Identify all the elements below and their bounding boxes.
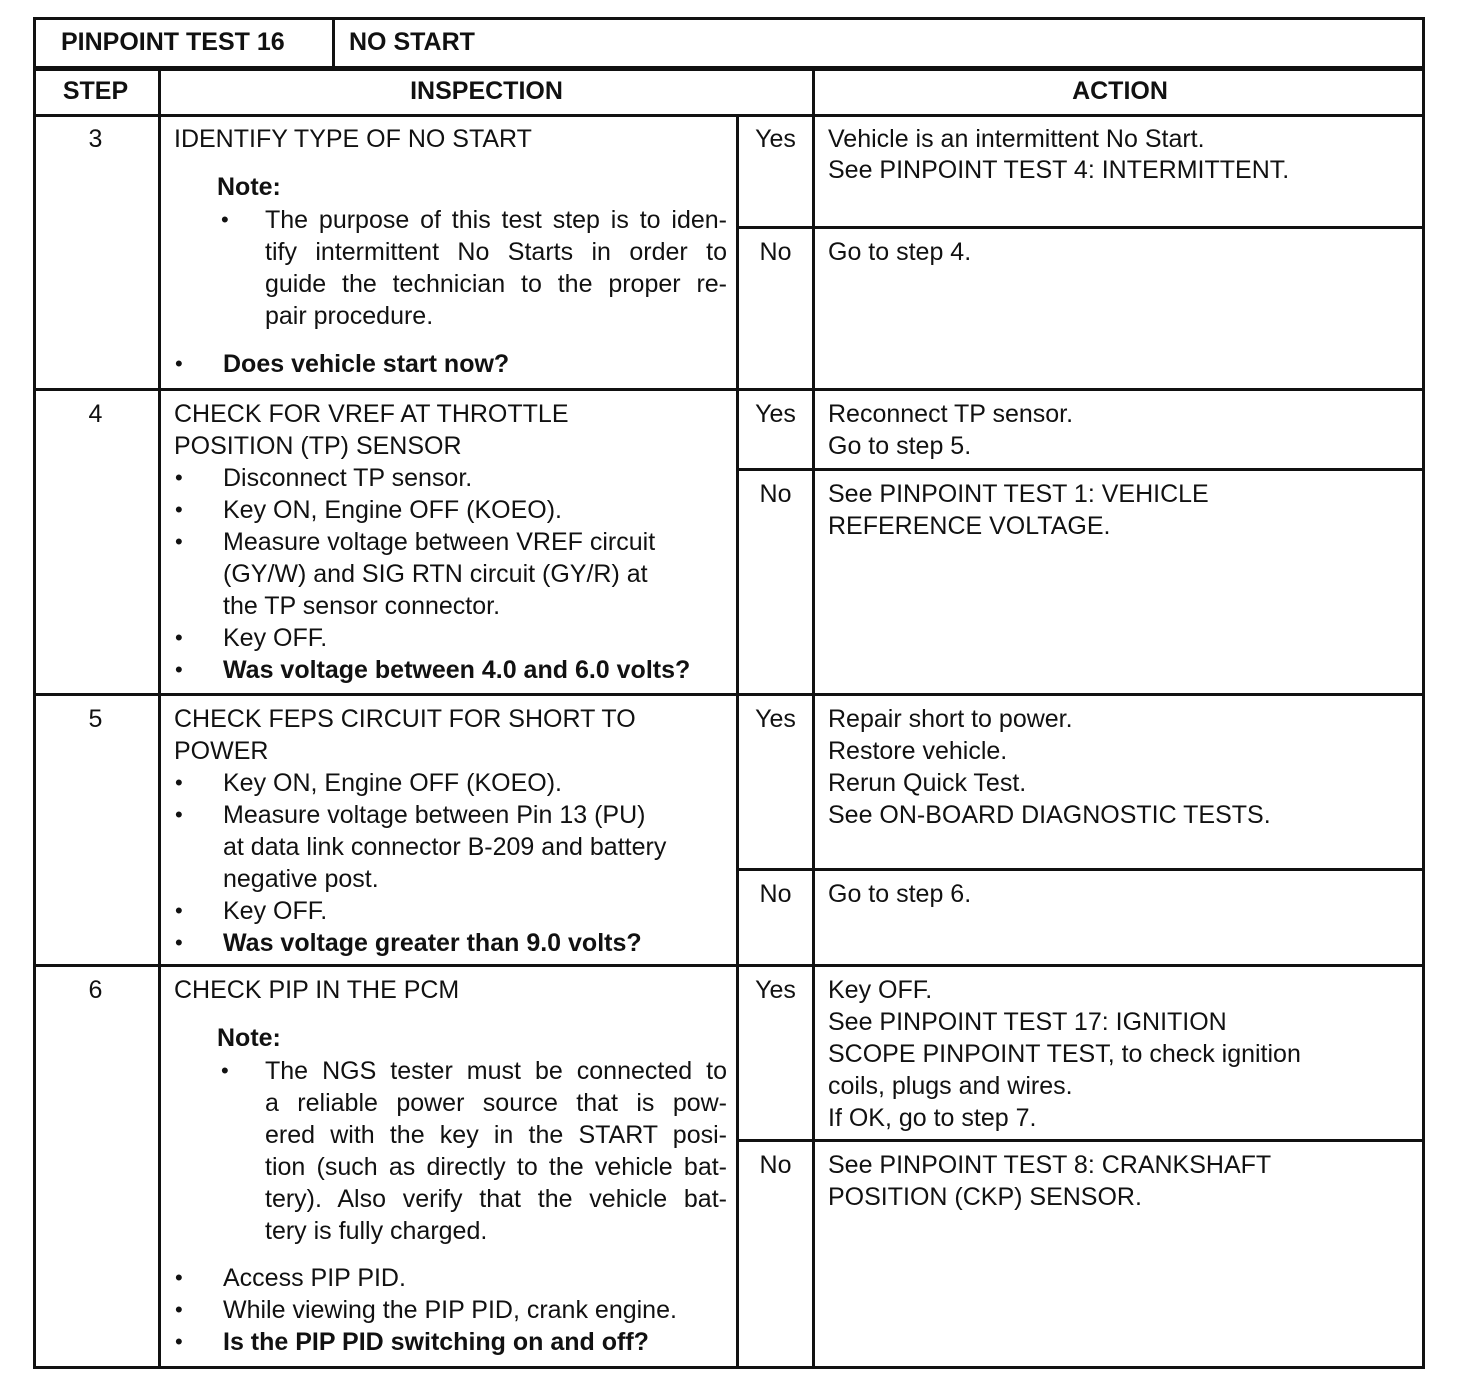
inspection-bullet: Measure voltage between VREF circuit <box>223 528 656 556</box>
step-title: CHECK FEPS CIRCUIT FOR SHORT TO <box>174 705 636 733</box>
column-header-step: STEP <box>62 77 129 105</box>
no-label: No <box>759 480 792 508</box>
bullet-icon: • <box>175 930 183 955</box>
step-title: POSITION (TP) SENSOR <box>174 432 462 460</box>
note-line: tery is fully charged. <box>265 1217 488 1245</box>
inspection-bullet-cont: at data link connector B-209 and battery <box>223 833 667 861</box>
step-number: 3 <box>88 125 103 153</box>
no-action-line: Go to step 6. <box>828 880 972 908</box>
yes-no-separator <box>736 468 1425 471</box>
bullet-icon: • <box>175 465 183 490</box>
header-rule <box>33 114 1425 117</box>
test-name: NO START <box>349 28 475 56</box>
inspection-bullet: Disconnect TP sensor. <box>223 464 473 492</box>
step-separator <box>33 693 1425 696</box>
inspection-question: Does vehicle start now? <box>223 350 510 378</box>
yes-no-column-divider <box>736 117 739 1369</box>
yes-no-separator <box>736 868 1425 871</box>
yes-action-line: Repair short to power. <box>828 705 1073 733</box>
inspection-bullet: Key OFF. <box>223 624 328 652</box>
yes-action-line: Key OFF. <box>828 976 933 1004</box>
inspection-bullet: Access PIP PID. <box>223 1264 406 1292</box>
step-column-divider <box>158 66 161 1369</box>
yes-action-line: Reconnect TP sensor. <box>828 400 1074 428</box>
bullet-icon: • <box>221 1058 229 1083</box>
yes-label: Yes <box>755 400 796 428</box>
note-line: The purpose of this test step is to iden- <box>265 206 727 234</box>
test-id: PINPOINT TEST 16 <box>61 28 285 56</box>
note-label: Note: <box>217 1024 281 1052</box>
inspection-bullet-cont: (GY/W) and SIG RTN circuit (GY/R) at <box>223 560 648 588</box>
bullet-icon: • <box>175 1265 183 1290</box>
note-line: guide the technician to the proper re- <box>265 270 727 298</box>
yes-action-line: Restore vehicle. <box>828 737 1008 765</box>
title-divider <box>332 17 335 69</box>
inspection-bullet: While viewing the PIP PID, crank engine. <box>223 1296 677 1324</box>
step-number: 4 <box>88 400 103 428</box>
yes-label: Yes <box>755 125 796 153</box>
bullet-icon: • <box>175 497 183 522</box>
note-label: Note: <box>217 173 281 201</box>
action-column-divider <box>812 66 815 1369</box>
no-action-line: POSITION (CKP) SENSOR. <box>828 1183 1142 1211</box>
bullet-icon: • <box>175 898 183 923</box>
step-title: POWER <box>174 737 269 765</box>
bullet-icon: • <box>175 802 183 827</box>
yes-action-line: Rerun Quick Test. <box>828 769 1027 797</box>
yes-label: Yes <box>755 705 796 733</box>
note-line: tify intermittent No Starts in order to <box>265 238 727 266</box>
bullet-icon: • <box>175 625 183 650</box>
no-action-line: See PINPOINT TEST 8: CRANKSHAFT <box>828 1151 1272 1179</box>
no-label: No <box>759 880 792 908</box>
step-title: CHECK PIP IN THE PCM <box>174 976 460 1004</box>
yes-action-line: See PINPOINT TEST 17: IGNITION <box>828 1008 1227 1036</box>
step-number: 5 <box>88 705 103 733</box>
inspection-bullet-cont: the TP sensor connector. <box>223 592 501 620</box>
step-separator <box>33 388 1425 391</box>
inspection-question: Is the PIP PID switching on and off? <box>223 1328 649 1356</box>
bullet-icon: • <box>221 207 229 232</box>
step-number: 6 <box>88 976 103 1004</box>
inspection-bullet-cont: negative post. <box>223 865 379 893</box>
column-header-action: ACTION <box>1072 77 1168 105</box>
bullet-icon: • <box>175 529 183 554</box>
step-title: IDENTIFY TYPE OF NO START <box>174 125 532 153</box>
yes-action-line: Go to step 5. <box>828 432 972 460</box>
yes-action-line: SCOPE PINPOINT TEST, to check ignition <box>828 1040 1301 1068</box>
inspection-bullet: Key ON, Engine OFF (KOEO). <box>223 496 562 524</box>
note-line: The NGS tester must be connected to <box>265 1057 727 1085</box>
step-title: CHECK FOR VREF AT THROTTLE <box>174 400 569 428</box>
no-label: No <box>759 1151 792 1179</box>
yes-no-separator <box>736 1139 1425 1142</box>
yes-action-line: See PINPOINT TEST 4: INTERMITTENT. <box>828 156 1290 184</box>
yes-label: Yes <box>755 976 796 1004</box>
note-line: tion (such as directly to the vehicle bat- <box>265 1153 727 1181</box>
yes-action-line: If OK, go to step 7. <box>828 1104 1037 1132</box>
inspection-question: Was voltage greater than 9.0 volts? <box>223 929 642 957</box>
inspection-bullet: Measure voltage between Pin 13 (PU) <box>223 801 646 829</box>
inspection-bullet: Key OFF. <box>223 897 328 925</box>
no-action-line: See PINPOINT TEST 1: VEHICLE <box>828 480 1209 508</box>
step-separator <box>33 964 1425 967</box>
bullet-icon: • <box>175 1297 183 1322</box>
yes-action-line: coils, plugs and wires. <box>828 1072 1073 1100</box>
no-label: No <box>759 238 792 266</box>
yes-action-line: Vehicle is an intermittent No Start. <box>828 125 1205 153</box>
note-line: pair procedure. <box>265 302 434 330</box>
pinpoint-test-table <box>33 17 1425 1369</box>
no-action-line: REFERENCE VOLTAGE. <box>828 512 1111 540</box>
bullet-icon: • <box>175 770 183 795</box>
note-line: ered with the key in the START posi- <box>265 1121 727 1149</box>
column-header-inspection: INSPECTION <box>410 77 563 105</box>
inspection-question: Was voltage between 4.0 and 6.0 volts? <box>223 656 691 684</box>
no-action-line: Go to step 4. <box>828 238 972 266</box>
yes-no-separator <box>736 226 1425 229</box>
note-line: tery). Also verify that the vehicle bat- <box>265 1185 727 1213</box>
note-line: a reliable power source that is pow- <box>265 1089 727 1117</box>
bullet-icon: • <box>175 657 183 682</box>
inspection-bullet: Key ON, Engine OFF (KOEO). <box>223 769 562 797</box>
bullet-icon: • <box>175 1329 183 1354</box>
yes-action-line: See ON-BOARD DIAGNOSTIC TESTS. <box>828 801 1271 829</box>
bullet-icon: • <box>175 351 183 376</box>
